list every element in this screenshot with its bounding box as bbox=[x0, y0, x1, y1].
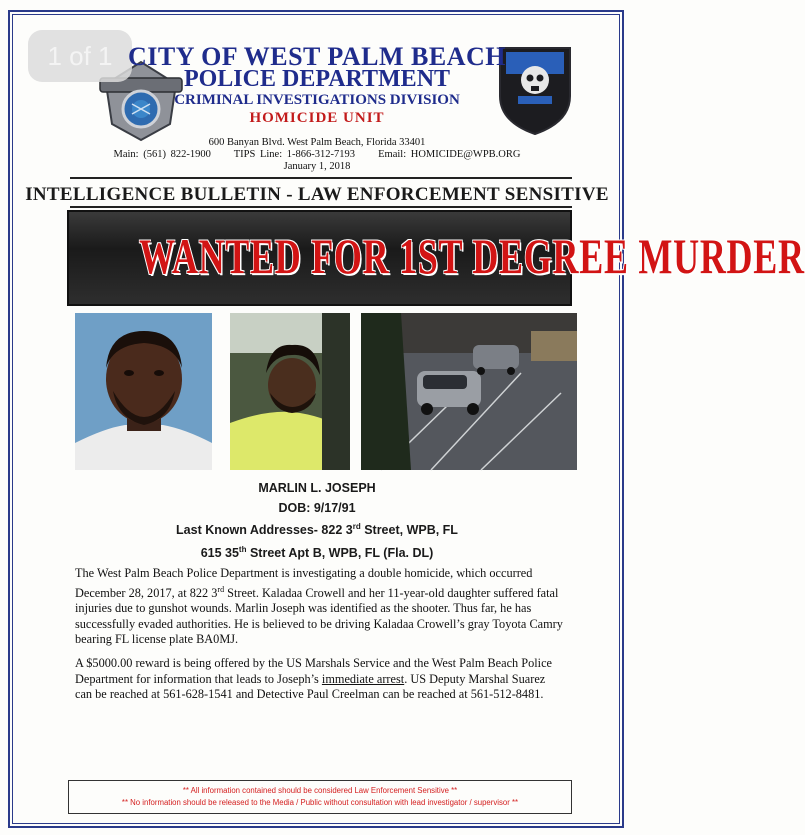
reward-underlined: immediate arrest bbox=[321, 671, 405, 686]
email: Email: HOMICIDE@WPB.ORG bbox=[378, 149, 521, 160]
bulletin-date: January 1, 2018 bbox=[283, 161, 351, 172]
address-2-suffix: Street Apt B, WPB, FL (Fla. DL) bbox=[246, 546, 434, 561]
header-contacts bbox=[0, 149, 634, 160]
address-2-sup: th bbox=[238, 545, 247, 554]
wanted-banner bbox=[67, 210, 805, 306]
footer-line-1: ** All information contained should be considered Law Enforcement Sensitive ** bbox=[182, 786, 458, 795]
header-department: POLICE DEPARTMENT bbox=[183, 66, 451, 92]
address-1-sup: rd bbox=[352, 522, 361, 531]
suspect-name: MARLIN L. JOSEPH bbox=[258, 481, 376, 495]
page-counter: 1 of 1 bbox=[28, 30, 132, 82]
summary-part-a: The West Palm Beach Police Department is investigating a double homicide, which occurred December 28, 2017, at 822 3 bbox=[75, 566, 533, 600]
suspect-dob: DOB: 9/17/91 bbox=[278, 501, 356, 515]
header-city: CITY OF WEST PALM BEACH bbox=[128, 42, 506, 71]
bulletin-title: INTELLIGENCE BULLETIN - LAW ENFORCEMENT SENSITIVE bbox=[25, 184, 609, 205]
divider-bottom bbox=[70, 206, 572, 208]
summary-part-b: Street. Kaladaa Crowell and her 11-year-old daughter suffered fatal injuries due to gunshot wounds. Marlin Joseph was identified as the shooter. Thus far, he has successfully evaded authorities. He is believed to be driving Kaladaa Crowell’s gray Toyota Camry bearing FL license plate BA0MJ. bbox=[75, 585, 563, 647]
address-2-prefix: 615 35 bbox=[200, 546, 239, 561]
reward-paragraph bbox=[75, 656, 565, 703]
divider-top bbox=[70, 177, 572, 179]
reward-part-b: . US Deputy Marshal Suarez can be reached at 561-628-1541 and Detective Paul Creelman can be reached at 561-512-8481. bbox=[75, 671, 546, 702]
header-division: CRIMINAL INVESTIGATIONS DIVISION bbox=[174, 92, 460, 108]
address-1-prefix: Last Known Addresses- 822 3 bbox=[176, 523, 353, 538]
tips-line: TIPS Line: 1-866-312-7193 bbox=[233, 149, 356, 160]
footer-line-2: ** No information should be released to the Media / Public without consultation with lead investigator / supervisor ** bbox=[121, 798, 519, 807]
suspect-address-1 bbox=[0, 522, 634, 537]
address-1-suffix: Street, WPB, FL bbox=[360, 523, 458, 538]
reward-part-a: A $5000.00 reward is being offered by the US Marshals Service and the West Palm Beach Police Department for information that leads to Joseph’s bbox=[75, 656, 553, 686]
footer-disclaimer bbox=[68, 780, 572, 814]
suspect-address-2 bbox=[0, 545, 634, 560]
main-phone: Main: (561) 822-1900 bbox=[113, 149, 211, 160]
header-unit: HOMICIDE UNIT bbox=[249, 110, 385, 126]
case-summary-paragraph bbox=[75, 566, 565, 648]
surveillance-photo bbox=[361, 313, 577, 470]
wanted-banner-text: WANTED FOR 1ST DEGREE MURDER bbox=[139, 228, 805, 284]
suspect-id-photo bbox=[75, 313, 212, 470]
summary-sup: rd bbox=[217, 584, 225, 594]
suspect-selfie-photo bbox=[230, 313, 350, 470]
header-address: 600 Banyan Blvd. West Palm Beach, Florida 33401 bbox=[208, 137, 426, 148]
